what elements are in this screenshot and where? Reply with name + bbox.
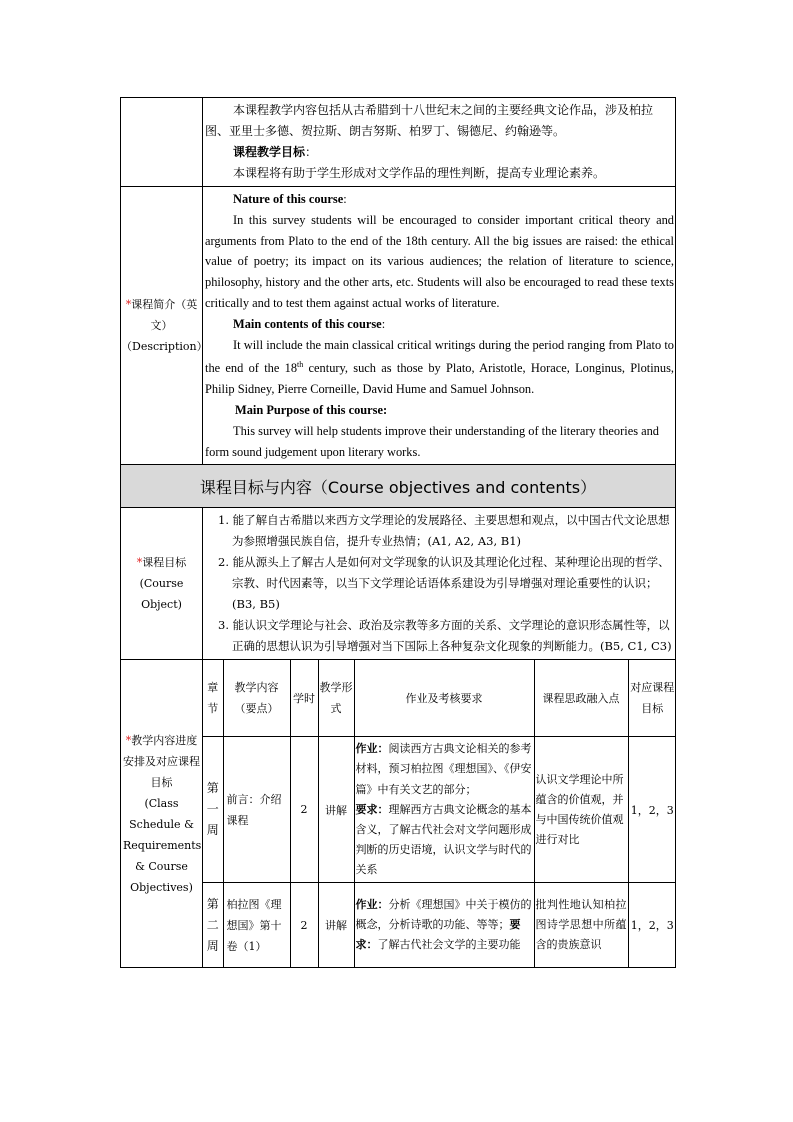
cn-intro-label-cell [121, 98, 203, 187]
course-table [120, 97, 676, 968]
objectives-label [121, 508, 203, 660]
main-contents-text-1: It will include the main classical critical writings during the period ranging from Plato to the end of the 18 [205, 337, 674, 376]
objectives-label-en: (Course Object) [139, 577, 184, 612]
week-1-req-text: 理解西方古典文论概念的基本含义，了解古代社会对文学问题形成判断的历史语境，认识文学与时代的关系 [355, 802, 532, 877]
week-2-hw-text: 分析《理想国》中关于模仿的概念，分析诗歌的功能、等等； [355, 897, 532, 932]
description-label-cn-text: 课程简介（英文） [131, 298, 198, 333]
week-2-chapter: 第二周 [203, 883, 223, 967]
cn-intro-row [121, 98, 676, 187]
header-homework: 作业及考核要求 [354, 660, 534, 737]
description-label-cn [121, 294, 202, 336]
week-2-ideology: 批判性地认知柏拉图诗学思想中所蕴含的贵族意识 [534, 883, 628, 967]
header-objective: 对应课程目标 [628, 660, 676, 737]
header-hours: 学时 [290, 660, 318, 737]
required-star: * [125, 733, 132, 747]
schedule-row [121, 660, 676, 968]
main-contents-text-2: century, such as those by Plato, Aristotle, Horace, Longinus, Plotinus, Philip Sidney, Pierre Corneille, David Hume and Samuel Johnson. [205, 361, 674, 397]
description-content-cell [203, 187, 676, 465]
nature-heading [205, 189, 674, 210]
week-1-hours: 2 [290, 737, 318, 883]
schedule-header-row [203, 660, 676, 737]
nature-text: In this survey students will be encouraged to consider important critical theory and arguments from Plato to the end of the 18th century. All the big issues are raised: the ethical value of poetry; its impact on its various audiences; the relation of literature to science, philosophy, history and the other arts, etc. Students will also be encouraged to read these texts critically and to test them against actual works of literature. [205, 212, 674, 310]
cn-content-text: 本课程教学内容包括从古希腊到十八世纪末之间的主要经典文论作品，涉及柏拉图、亚里士多德、贺拉斯、朗吉努斯、柏罗丁、锡德尼、约翰逊等。 [205, 103, 654, 138]
required-star: * [125, 298, 132, 312]
schedule-row-week-2 [203, 883, 676, 967]
section-heading-row [121, 465, 676, 508]
week-1-objective: 1，2，3 [628, 737, 676, 883]
objective-item-3: 3. 能认识文学理论与社会、政治及宗教等多方面的关系、文学理论的意识形态属性等，以正确的思想认识为引导增强对当下国际上各种复杂文化现象的判断能力。(B5, C1, C3) [218, 618, 672, 654]
purpose-title: Main Purpose of this course: [235, 403, 388, 418]
section-heading: 课程目标与内容（Course objectives and contents） [121, 465, 676, 508]
week-2-form: 讲解 [318, 883, 354, 967]
week-2-hours: 2 [290, 883, 318, 967]
main-contents-text [205, 335, 674, 401]
objective-item-2: 2. 能从源头上了解古人是如何对文学现象的认识及其理论化过程、某种理论出现的哲学、宗教、时代因素等，以当下文学理论话语体系建设为引导增强对理论重要性的认识；(B3, B5) [218, 555, 670, 612]
cn-intro-content-cell [203, 98, 676, 187]
week-2-objective: 1，2，3 [628, 883, 676, 967]
week-1-hw-label: 作业： [355, 742, 389, 756]
description-row [121, 187, 676, 465]
schedule-table [203, 660, 676, 967]
schedule-label-cn [123, 730, 200, 793]
week-1-homework [354, 737, 534, 883]
main-contents-title: Main contents of this course [233, 316, 382, 331]
cn-goal-heading [205, 142, 674, 163]
header-content: 教学内容（要点） [223, 660, 290, 737]
week-2-hw-label: 作业： [355, 897, 389, 911]
week-1-ideology: 认识文学理论中所蕴含的价值观，并与中国传统价值观进行对比 [534, 737, 628, 883]
schedule-label [121, 660, 203, 968]
week-1-hw-text: 阅读西方古典文论相关的参考材料，预习柏拉图《理想国》、《伊安篇》中有关文艺的部分； [355, 742, 532, 796]
description-label [121, 187, 208, 465]
course-document [120, 97, 675, 968]
week-2-homework [354, 883, 534, 967]
objectives-content-cell [203, 508, 676, 660]
main-contents-sup: th [297, 360, 304, 370]
cn-goal-title: 课程教学目标 [233, 145, 306, 159]
main-contents-heading [205, 314, 674, 335]
objectives-label-cn [121, 552, 202, 573]
required-star: * [136, 556, 143, 570]
objectives-row [121, 508, 676, 660]
description-label-en: （Description） [121, 340, 208, 354]
schedule-label-cn-text: 教学内容进度安排及对应课程目标 [123, 733, 200, 789]
schedule-row-week-1 [203, 737, 676, 883]
cn-goal-colon: ： [305, 145, 318, 159]
cn-goal-text: 本课程将有助于学生形成对文学作品的理性判断，提高专业理论素养。 [233, 166, 606, 180]
nature-title: Nature of this course [233, 192, 344, 206]
header-chapter: 章节 [203, 660, 223, 737]
schedule-content-cell [203, 660, 676, 968]
week-2-content: 柏拉图《理想国》第十卷（1） [223, 883, 290, 967]
week-1-req-label: 要求： [355, 802, 389, 816]
main-contents-colon: : [381, 316, 386, 331]
week-2-req-label: 要求： [355, 918, 521, 952]
purpose-text: This survey will help students improve their understanding of the literary theories and form sound judgement upon literary works. [205, 423, 660, 459]
week-2-req-text: 了解古代社会文学的主要功能 [377, 938, 521, 952]
header-ideology: 课程思政融入点 [534, 660, 628, 737]
header-form: 教学形式 [318, 660, 354, 737]
week-1-chapter: 第一周 [203, 737, 223, 883]
objective-item-1: 1. 能了解自古希腊以来西方文学理论的发展路径、主要思想和观点，以中国古代文论思想为参照增强民族自信，提升专业热情；(A1, A2, A3, B1) [218, 513, 670, 549]
week-1-form: 讲解 [318, 737, 354, 883]
nature-colon: : [343, 192, 347, 206]
objectives-label-cn-text: 课程目标 [142, 556, 187, 570]
schedule-label-en: (Class Schedule & Requirements & Course Objectives) [123, 796, 202, 894]
week-1-content: 前言：介绍课程 [223, 737, 290, 883]
